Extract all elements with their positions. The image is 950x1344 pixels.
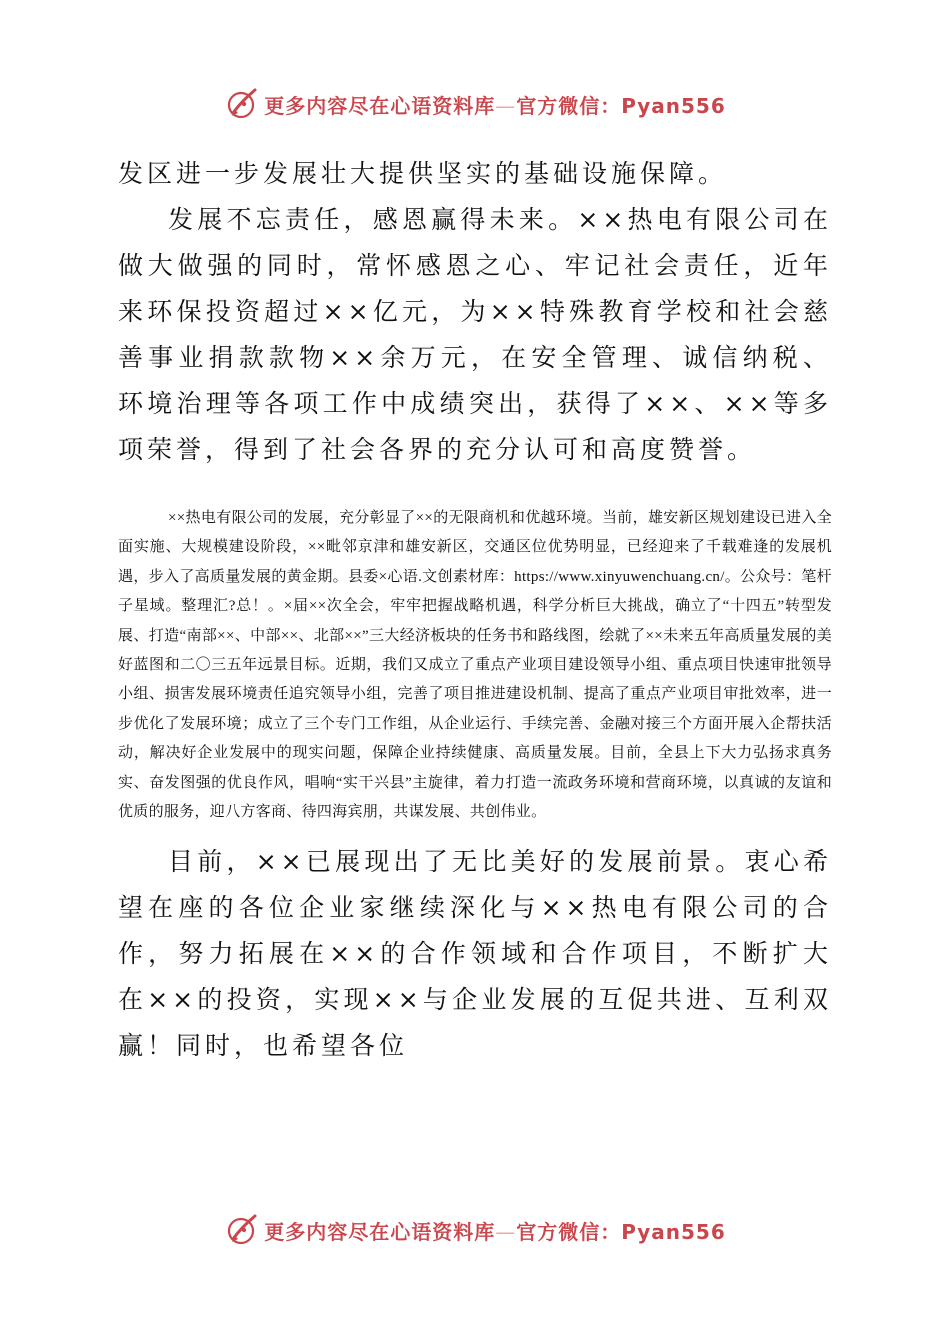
- header-wechat-text: 官方微信：Pyan556: [516, 93, 726, 118]
- paragraph-responsibility: 发展不忘责任，感恩赢得未来。××热电有限公司在做大做强的同时，常怀感恩之心、牢记社会责任，近年来环保投资超过××亿元，为××特殊教育学校和社会慈善事业捐款款物××余万元，在安全管理、诚信纳税、环境治理等各项工作中成绩突出，获得了××、××等多项荣誉，得到了社会各界的充分认可和高度赞誉。: [118, 205, 832, 464]
- document-body: [118, 151, 832, 1069]
- paragraph-continued: 发区进一步发展壮大提供坚实的基础设施保障。: [118, 159, 728, 188]
- paragraph-development-environment: ××热电有限公司的发展，充分彰显了××的无限商机和优越环境。当前，雄安新区规划建设已进入全面实施、大规模建设阶段，××毗邻京津和雄安新区，交通区位优势明显，已经迎来了千载难逢的发展机遇，步入了高质量发展的黄金期。县委×心语.文创素材库：https://www.xinyuwenchuang.cn/。公众号：笔杆子星域。整理汇?总！。×届××次全会，牢牢把握战略机遇，科学分析巨大挑战，确立了“十四五”转型发展、打造“南部××、中部××、北部××”三大经济板块的任务书和路线图，绘就了××未来五年高质量发展的美好蓝图和二〇三五年远景目标。近期，我们又成立了重点产业项目建设领导小组、重点项目快速审批领导小组、损害发展环境责任追究领导小组，完善了项目推进建设机制、提高了重点产业项目审批效率，进一步优化了发展环境；成立了三个专门工作组，从企业运行、手续完善、金融对接三个方面开展入企帮扶活动，解决好企业发展中的现实问题，保障企业持续健康、高质量发展。目前，全县上下大力弘扬求真务实、奋发图强的优良作风，唱响“实干兴县”主旋律，着力打造一流政务环境和营商环境，以真诚的友谊和优质的服务，迎八方客商、待四海宾朋，共谋发展、共创伟业。: [118, 510, 832, 821]
- paragraph-outlook: 目前，××已展现出了无比美好的发展前景。衷心希望在座的各位企业家继续深化与××热电有限公司的合作，努力拓展在××的合作领域和合作项目，不断扩大在××的投资，实现××与企业发展的互促共进、互利双赢！同时，也希望各位: [118, 847, 832, 1061]
- footer-wechat-text: 官方微信：Pyan556: [516, 1219, 726, 1244]
- footer-brand-text: 更多内容尽在心语资料库: [264, 1219, 496, 1244]
- footer-separator: —: [495, 1219, 517, 1244]
- pen-circle-logo-icon: [224, 86, 260, 122]
- header-brand-text: 更多内容尽在心语资料库: [264, 93, 496, 118]
- pen-circle-logo-icon: [224, 1212, 260, 1248]
- footer-banner-text: [264, 1216, 726, 1245]
- header-banner: [0, 84, 950, 124]
- footer-banner: [0, 1210, 950, 1250]
- header-banner-text: [264, 90, 726, 119]
- header-separator: —: [495, 93, 517, 118]
